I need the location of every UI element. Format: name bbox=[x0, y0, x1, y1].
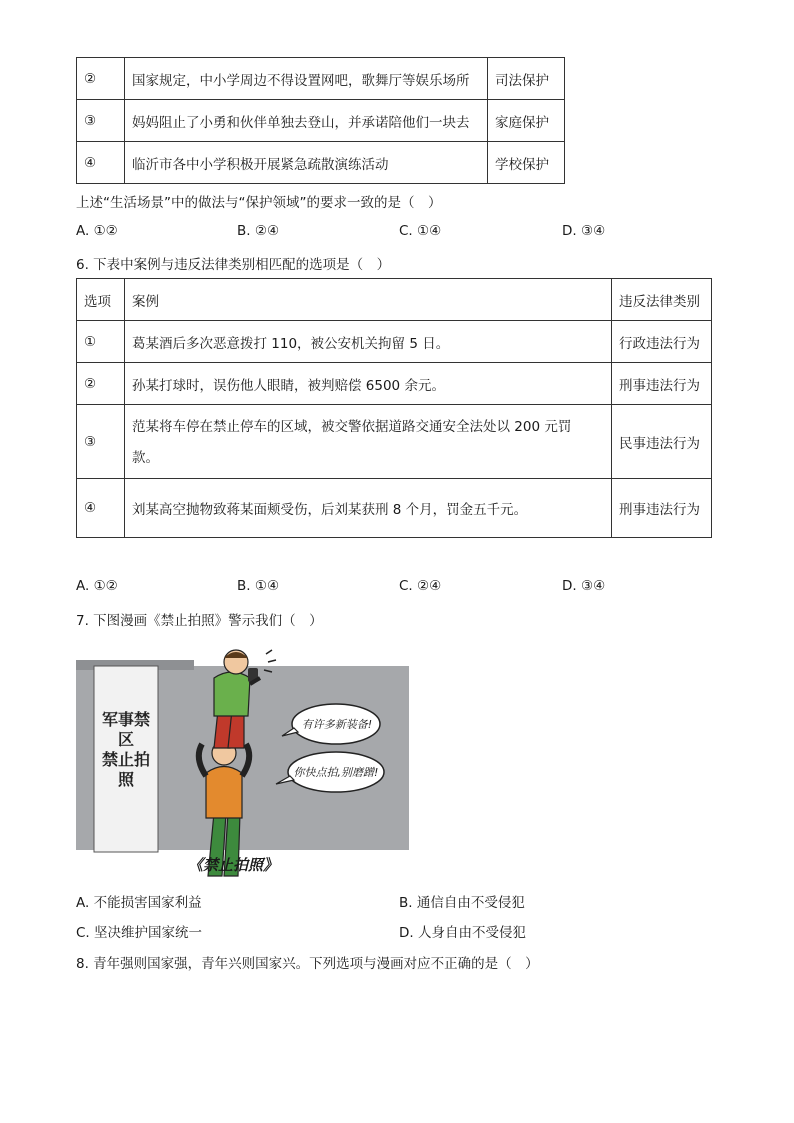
q6-option-b[interactable]: B. ①④ bbox=[237, 578, 280, 594]
q5-option-a[interactable]: A. ①② bbox=[76, 223, 118, 239]
law-type-cell: 刑事违法行为 bbox=[612, 363, 712, 405]
header-law-type: 违反法律类别 bbox=[612, 279, 712, 321]
q6-option-a[interactable]: A. ①② bbox=[76, 578, 118, 594]
row-number: ④ bbox=[77, 479, 125, 538]
table-row bbox=[77, 142, 565, 184]
case-cell bbox=[125, 405, 612, 479]
sign-text-line1: 军事禁区 bbox=[101, 710, 150, 749]
q5-option-d[interactable]: D. ③④ bbox=[562, 223, 606, 239]
law-type-cell: 行政违法行为 bbox=[612, 321, 712, 363]
law-type-cell: 刑事违法行为 bbox=[612, 479, 712, 538]
scene-cell: 国家规定，中小学周边不得设置网吧，歌舞厅等娱乐场所 bbox=[125, 58, 488, 100]
comic-caption: 《禁止拍照》 bbox=[188, 856, 279, 874]
table-row bbox=[77, 405, 712, 479]
question-7-stem: 7. 下图漫画《禁止拍照》警示我们（ ） bbox=[76, 613, 323, 629]
law-type-cell: 民事违法行为 bbox=[612, 405, 712, 479]
row-number: ③ bbox=[77, 405, 125, 479]
case-cell bbox=[125, 363, 612, 405]
q5-option-b[interactable]: B. ②④ bbox=[237, 223, 280, 239]
case-cell bbox=[125, 479, 612, 538]
case-line-cont: 款。 bbox=[132, 449, 159, 466]
table-header-row bbox=[77, 279, 712, 321]
sign-text-line2: 禁止拍照 bbox=[101, 750, 150, 789]
case-line: 葛某酒后多次恶意拨打 110，被公安机关拘留 5 日。 bbox=[132, 335, 450, 352]
table-row bbox=[77, 363, 712, 405]
row-number: ① bbox=[77, 321, 125, 363]
row-number: ② bbox=[77, 58, 125, 100]
case-line: 范某将车停在禁止停车的区域，被交警依据道路交通安全法处以 200 元罚 bbox=[132, 418, 572, 435]
header-case: 案例 bbox=[125, 279, 612, 321]
q7-option-a[interactable]: A. 不能损害国家利益 bbox=[76, 895, 202, 911]
speech-bubble-2-text: 你快点拍,别磨蹭! bbox=[293, 766, 379, 779]
question-6-stem: 6. 下表中案例与违反法律类别相匹配的选项是（ ） bbox=[76, 257, 391, 273]
q7-option-b[interactable]: B. 通信自由不受侵犯 bbox=[399, 895, 525, 911]
q6-option-c[interactable]: C. ②④ bbox=[399, 578, 442, 594]
row-number: ③ bbox=[77, 100, 125, 142]
table-row bbox=[77, 58, 565, 100]
q6-option-d[interactable]: D. ③④ bbox=[562, 578, 606, 594]
table-row bbox=[77, 321, 712, 363]
case-line: 孙某打球时，误伤他人眼睛，被判赔偿 6500 余元。 bbox=[132, 377, 445, 394]
row-number: ④ bbox=[77, 142, 125, 184]
scene-cell: 妈妈阻止了小勇和伙伴单独去登山，并承诺陪他们一块去 bbox=[125, 100, 488, 142]
field-cell: 家庭保护 bbox=[488, 100, 565, 142]
protection-table bbox=[76, 57, 565, 184]
q7-option-d[interactable]: D. 人身自由不受侵犯 bbox=[399, 925, 526, 941]
table-row bbox=[77, 100, 565, 142]
question-8-stem: 8. 青年强则国家强，青年兴则国家兴。下列选项与漫画对应不正确的是（ ） bbox=[76, 956, 539, 972]
q7-option-c[interactable]: C. 坚决维护国家统一 bbox=[76, 925, 203, 941]
row-number: ② bbox=[77, 363, 125, 405]
case-cell bbox=[125, 321, 612, 363]
table-row bbox=[77, 479, 712, 538]
comic-illustration bbox=[76, 648, 410, 878]
scene-cell: 临沂市各中小学积极开展紧急疏散演练活动 bbox=[125, 142, 488, 184]
speech-bubble-1-text: 有许多新装备! bbox=[301, 718, 373, 731]
question-5-stem: 上述“生活场景”中的做法与“保护领域”的要求一致的是（ ） bbox=[76, 195, 442, 211]
field-cell: 司法保护 bbox=[488, 58, 565, 100]
case-line: 刘某高空抛物致蒋某面颊受伤，后刘某获刑 8 个月，罚金五千元。 bbox=[132, 502, 528, 518]
law-type-table bbox=[76, 278, 712, 538]
field-cell: 学校保护 bbox=[488, 142, 565, 184]
header-option: 选项 bbox=[77, 279, 125, 321]
q5-option-c[interactable]: C. ①④ bbox=[399, 223, 442, 239]
